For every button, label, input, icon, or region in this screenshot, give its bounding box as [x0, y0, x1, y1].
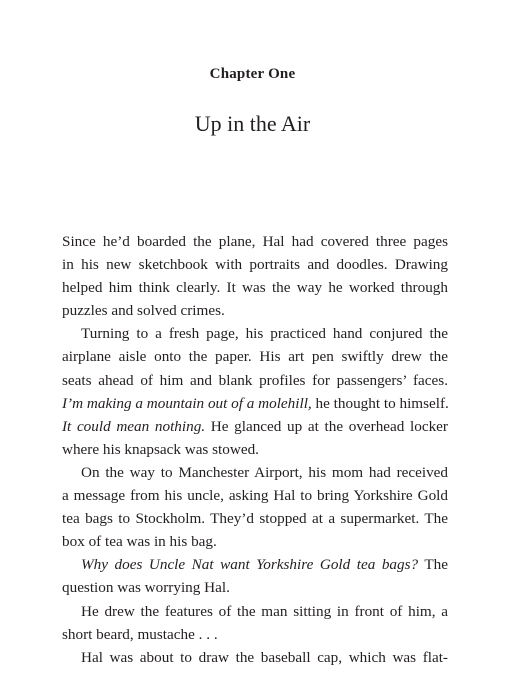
text-line: tea bags to Stockholm. They’d stopped at a supermarket. The: [62, 510, 448, 528]
text-run: The: [418, 556, 449, 574]
text-line: On the way to Manchester Airport, his mom had received: [81, 463, 448, 481]
text-line: seats ahead of him and blank profiles for passengers’ faces.: [62, 371, 448, 389]
text-line: [62, 392, 448, 415]
text-line: a message from his uncle, asking Hal to bring Yorkshire Gold: [62, 487, 448, 505]
paragraph: [62, 553, 448, 599]
text-line: box of tea was in his bag.: [62, 533, 217, 551]
text-run: He glanced up at the overhead locker: [205, 417, 448, 435]
text-line: Hal was about to draw the baseball cap, which was flat-: [81, 648, 448, 666]
text-run: he thought to himself.: [311, 394, 449, 412]
italic-thought: I’m making a mountain out of a molehill,: [62, 394, 312, 412]
paragraph: [62, 600, 448, 646]
text-line: Since he’d boarded the plane, Hal had covered three pages: [62, 233, 448, 250]
text-line: helped him think clearly. It was the way he worked through: [62, 279, 448, 297]
italic-thought: Why does Uncle Nat want Yorkshire Gold tea bags?: [81, 556, 419, 574]
text-line: short beard, mustache . . .: [62, 625, 218, 643]
paragraph: [62, 322, 448, 461]
paragraph: [62, 646, 448, 669]
italic-thought: It could mean nothing.: [62, 417, 206, 435]
text-line: airplane aisle onto the paper. His art pen swiftly drew the: [62, 348, 448, 366]
chapter-label: Chapter One: [209, 66, 296, 82]
text-line: Turning to a fresh page, his practiced hand conjured the: [81, 325, 448, 343]
text-line: [62, 553, 448, 576]
text-line: question was worrying Hal.: [62, 579, 230, 597]
chapter-title: Up in the Air: [194, 111, 311, 136]
text-line: where his knapsack was stowed.: [62, 440, 259, 458]
text-line: [62, 415, 448, 438]
paragraph: [62, 230, 448, 322]
text-line: puzzles and solved crimes.: [62, 302, 225, 320]
text-line: in his new sketchbook with portraits and doodles. Drawing: [62, 256, 448, 274]
text-line: He drew the features of the man sitting in front of him, a: [81, 602, 448, 620]
body-text: [62, 230, 448, 669]
paragraph: [62, 461, 448, 553]
